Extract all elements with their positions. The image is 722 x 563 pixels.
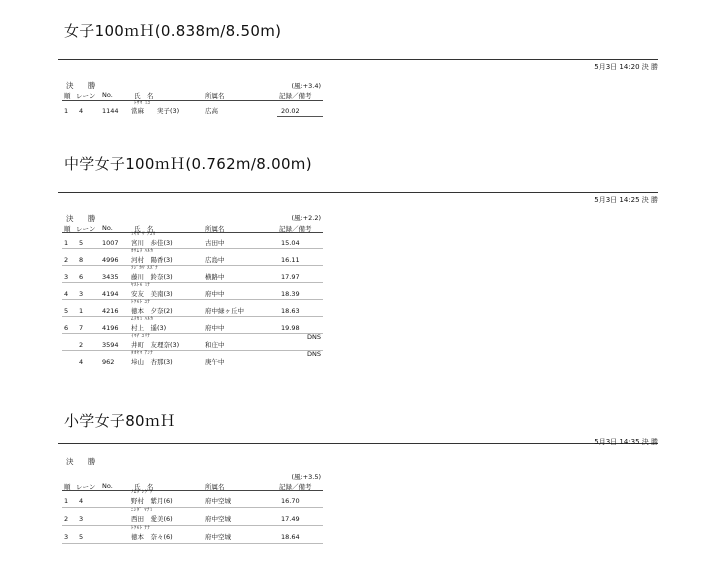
place: 2 [64, 515, 69, 523]
record: 19.98 [281, 324, 300, 332]
header-place: 順 [64, 92, 71, 100]
result-row [0, 508, 722, 524]
lane: 4 [79, 107, 84, 115]
row-rule [62, 543, 323, 544]
place: 1 [64, 239, 69, 247]
affiliation: 広高 [205, 107, 218, 115]
record: 16.70 [281, 497, 300, 505]
bib-number: 962 [102, 358, 115, 366]
name-kana: ｶﾜﾑﾗ ﾊﾙｶ [131, 249, 154, 254]
affiliation: 府中中 [205, 324, 225, 332]
bib-number: 4216 [102, 307, 119, 315]
lane: 4 [79, 497, 84, 505]
name-kana: ﾔｽﾄﾓ ﾐﾅ [131, 283, 151, 288]
header-lane: レーン [76, 483, 96, 491]
athlete-name: 村上 遥(3) [131, 324, 167, 332]
name-kana: ﾄｸﾓﾄ ﾅﾅ [131, 526, 151, 531]
result-row [0, 351, 722, 367]
bib-number: 4194 [102, 290, 119, 298]
round-label: 決 勝 [66, 214, 102, 223]
athlete-name: 河村 陽香(3) [131, 256, 173, 264]
lane: 7 [79, 324, 84, 332]
result-row [0, 317, 722, 333]
name-kana: ﾌｼﾞｶﾜ ｽｽﾞﾅ [131, 266, 159, 271]
name-kana: ﾀｵﾔﾏ ｱﾝﾅ [131, 351, 154, 356]
event-rule [58, 192, 658, 193]
wind-reading: (風:+3.4) [291, 82, 321, 90]
event-title: 女子100ｍＨ(0.838m/8.50m) [64, 22, 282, 40]
header-affiliation: 所属名 [205, 483, 225, 491]
event-datetime: 5月3日 14:35 決 勝 [594, 438, 658, 446]
bib-number: 4196 [102, 324, 119, 332]
bib-number: 4996 [102, 256, 119, 264]
header-lane: レーン [76, 225, 96, 233]
header-affiliation: 所属名 [205, 225, 225, 233]
lane: 8 [79, 256, 84, 264]
place: 5 [64, 307, 69, 315]
place: 6 [64, 324, 69, 332]
lane: 5 [79, 533, 84, 541]
lane: 1 [79, 307, 84, 315]
wind-reading: (風:+2.2) [291, 214, 321, 222]
place: 3 [64, 273, 69, 281]
place: 1 [64, 497, 69, 505]
header-no: No. [102, 482, 113, 490]
affiliation: 府中空城 [205, 515, 231, 523]
record: 20.02 [281, 107, 300, 115]
event-title: 小学女子80ｍＨ [64, 412, 176, 430]
lane: 3 [79, 290, 84, 298]
name-kana: ｲﾏﾁ ﾕﾘﾅ [131, 334, 151, 339]
athlete-name: 當麻 実子(3) [131, 107, 180, 115]
bib-number: 1144 [102, 107, 119, 115]
name-kana: ﾉﾑﾗ ｼｸﾞｸ [131, 490, 153, 495]
affiliation: 和庄中 [205, 341, 225, 349]
lane: 4 [79, 358, 84, 366]
lane: 2 [79, 341, 84, 349]
affiliation: 庚午中 [205, 358, 225, 366]
athlete-name: 野村 紫月(6) [131, 497, 173, 505]
name-kana: ﾄｳﾏ ﾐﾕ [134, 101, 151, 106]
record: 16.11 [281, 256, 300, 264]
event-datetime: 5月3日 14:20 決 勝 [594, 63, 658, 71]
athlete-name: 徳本 夕奈(2) [131, 307, 173, 315]
header-lane: レーン [76, 92, 96, 100]
result-row [0, 249, 722, 265]
athlete-name: 宮川 歩佳(3) [131, 239, 173, 247]
result-row [0, 283, 722, 299]
affiliation: 広島中 [205, 256, 225, 264]
header-place: 順 [64, 483, 71, 491]
bib-number: 3594 [102, 341, 119, 349]
lane: 6 [79, 273, 84, 281]
header-record: 記録／備考 [279, 225, 312, 233]
affiliation: 横路中 [205, 273, 225, 281]
header-name: 氏 名 [134, 92, 154, 100]
header-record: 記録／備考 [279, 483, 312, 491]
header-record: 記録／備考 [279, 92, 312, 100]
event-rule [58, 443, 658, 444]
round-label: 決 勝 [66, 457, 102, 466]
header-affiliation: 所属名 [205, 92, 225, 100]
athlete-name: 垰山 杏那(3) [131, 358, 173, 366]
athlete-name: 井町 友理奈(3) [131, 341, 180, 349]
affiliation: 府中緑ヶ丘中 [205, 307, 244, 315]
name-kana: ﾄｸﾓﾄ ﾕﾅ [131, 300, 151, 305]
header-no: No. [102, 224, 113, 232]
result-row [0, 526, 722, 542]
result-row [0, 334, 722, 350]
athlete-name: 藤川 鈴奈(3) [131, 273, 173, 281]
result-row [0, 266, 722, 282]
record-remark: DNS [307, 333, 321, 341]
place: 4 [64, 290, 69, 298]
affiliation: 府中中 [205, 290, 225, 298]
record: 17.97 [281, 273, 300, 281]
record: 17.49 [281, 515, 300, 523]
name-kana: ﾐﾔｶﾞﾜ ｱﾕｶ [131, 232, 156, 237]
bib-number: 1007 [102, 239, 119, 247]
result-row [0, 101, 722, 117]
name-kana: ﾑﾗｶﾐ ﾊﾙｶ [131, 317, 154, 322]
round-label: 決 勝 [66, 81, 102, 90]
place: 1 [64, 107, 69, 115]
header-name: 氏 名 [134, 225, 154, 233]
result-row [0, 300, 722, 316]
event-title: 中学女子100ｍＨ(0.762m/8.00m) [64, 155, 312, 173]
record: 18.39 [281, 290, 300, 298]
record-remark: DNS [307, 350, 321, 358]
wind-reading: (風:+3.5) [291, 473, 321, 481]
result-row [0, 490, 722, 506]
athlete-name: 徳本 奈々(6) [131, 533, 173, 541]
athlete-name: 西田 愛美(6) [131, 515, 173, 523]
athlete-name: 安友 美南(3) [131, 290, 173, 298]
lane: 3 [79, 515, 84, 523]
record: 15.04 [281, 239, 300, 247]
result-row [0, 232, 722, 248]
record: 18.64 [281, 533, 300, 541]
place: 3 [64, 533, 69, 541]
place: 2 [64, 256, 69, 264]
affiliation: 府中空城 [205, 497, 231, 505]
affiliation: 府中空城 [205, 533, 231, 541]
event-rule [58, 59, 658, 60]
name-kana: ﾆｼﾀﾞ ﾏﾅﾐ [131, 508, 153, 513]
header-no: No. [102, 91, 113, 99]
header-name: 氏 名 [134, 483, 154, 491]
event-datetime: 5月3日 14:25 決 勝 [594, 196, 658, 204]
bib-number: 3435 [102, 273, 119, 281]
lane: 5 [79, 239, 84, 247]
record-underline [277, 116, 323, 117]
record: 18.63 [281, 307, 300, 315]
header-place: 順 [64, 225, 71, 233]
affiliation: 古田中 [205, 239, 225, 247]
